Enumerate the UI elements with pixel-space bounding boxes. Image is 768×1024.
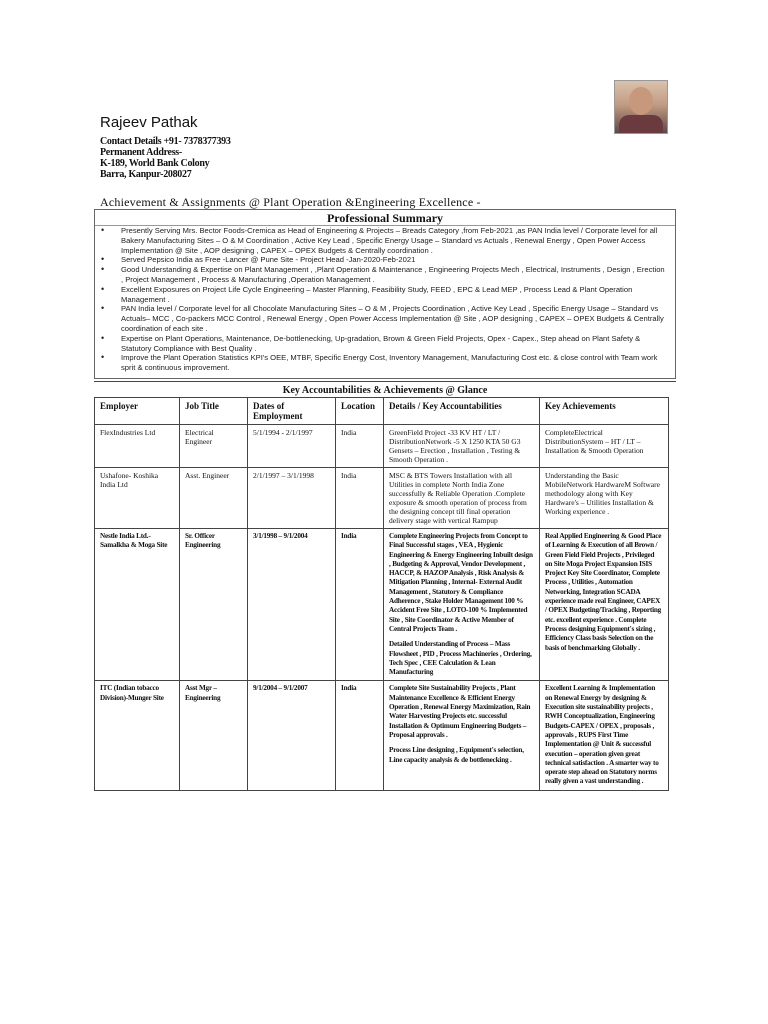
address-line-2: Barra, Kanpur-208027: [100, 169, 192, 180]
dates-cell: 3/1/1998 – 9/1/2004: [248, 529, 336, 681]
employer-cell: Nestle India Ltd.- Samalkha & Moga Site: [95, 529, 180, 681]
achievements-title: Achievement & Assignments @ Plant Operation &Engineering Excellence -: [100, 195, 481, 209]
col-dates: Dates of Employment: [248, 398, 336, 425]
details-paragraph: Process Line designing , Equipment's selection, Line capacity analysis & de bottlenecking .: [389, 746, 524, 764]
location-cell: India: [336, 425, 384, 468]
table-header-row: [95, 398, 669, 425]
dates-cell: 9/1/2004 – 9/1/2007: [248, 681, 336, 790]
location-cell: India: [336, 681, 384, 790]
summary-item: • PAN India level / Corporate level for all Chocolate Manufacturing Sites – O & M , Projects Coordination , Active Key Lead , Specific Energy Usage – Standard vs Actuals– MCC , Co-packers MCC Control , Renewal Energy , Open Power Access Implementation @ Site , AOP designing , CAPEX – OPEX Budgets & Centrally coordination of each site .: [121, 304, 667, 333]
details-cell: [384, 529, 540, 681]
key-accountabilities-title: Key Accountabilities & Achievements @ Glance: [282, 385, 488, 396]
achievements-paragraph: Real Applied Engineering & Good Place of Learning & Execution of all Brown / Green Field Field Projects , Privileged on Site Moga Project Expansion ISIS Project Key Site Coordinator, Complete Process , Utilities , Automation Networking, Integration SCADA experience made real Engineer, CAPEX / OPEX Budgeting/Tracking , Reporting etc. excellent experience . Complete Process designing Equipment's sizing , Efficiency Class basis Selection on the basis of benchmarking Globally .: [545, 532, 662, 652]
col-location: Location: [336, 398, 384, 425]
location-cell: India: [336, 468, 384, 529]
table-row: [95, 425, 669, 468]
details-paragraph: Complete Site Sustainability Projects , Plant Maintenance Excellence & Efficient Energy Operation , Renewal Energy Maximization, Rain Water Harvesting Projects etc. successful Installation & Optimum Engineering Budgets – Proposal approvals .: [389, 684, 531, 739]
address-line-1: K-189, World Bank Colony: [100, 158, 210, 169]
details-paragraph: MSC & BTS Towers Installation with all Utilities in complete North India Zone successfully & Reliable Operation .Complete exposure & smooth operation of process from the designing concept till final operation delivery stage with vertical Rampup: [389, 471, 527, 525]
col-details: Details / Key Accountabilities: [384, 398, 540, 425]
achievements-cell: [540, 681, 669, 790]
professional-summary: [94, 209, 676, 379]
location-cell: India: [336, 529, 384, 681]
address-label: Permanent Address-: [100, 147, 182, 158]
contact-block: [100, 136, 231, 180]
achievements-cell: [540, 425, 669, 468]
dates-cell: 5/1/1994 - 2/1/1997: [248, 425, 336, 468]
employer-cell: FlexIndustries Ltd: [95, 425, 180, 468]
details-paragraph: Detailed Understanding of Process – Mass Flowsheet , PID , Process Machineries , Ordering, Tech Spec , CEE Calculation & Lean Manufacturing: [389, 640, 532, 677]
profile-photo: [614, 80, 668, 134]
details-cell: [384, 681, 540, 790]
photo-head: [629, 87, 653, 115]
summary-item: • Presently Serving Mrs. Bector Foods-Cremica as Head of Engineering & Projects – Breads Category ,from Feb-2021 ,as PAN India level / Corporate level for all Bakery Manufacturing Sites – O & M Coordination , Active Key Lead , Specific Energy Usage – Standard vs Actuals , Renewal Energy , Open Power Access Implementation @ Site , AOP designing , CAPEX – OPEX Budgets & Centrally coordination .: [121, 226, 667, 255]
details-paragraph: Complete Engineering Projects from Concept to Final Successful stages , VEA , Hygienic Engineering & Energy Engineering Inbuilt design , Budgeting & Approval, Vendor Development , HACCP, & HAZOP Analysis , Risk Analysis & Mitigation Planning , Internal- External Audit Management , Statutory & Compliance Adherence , Stake Holder Management 100 % Accident Free Site , LOTO-100 % Implemented Site , Site Coordinator & Active Member of Central Projects Team .: [389, 532, 533, 633]
achievements-paragraph: Understanding the Basic MobileNetwork HardwareM Software methodology along with Key Hardware's – Utilities Installation & Working experience .: [545, 471, 660, 516]
table-row: [95, 468, 669, 529]
contact-phone: Contact Details +91- 7378377393: [100, 136, 231, 147]
details-cell: [384, 425, 540, 468]
job-title-cell: Asst. Engineer: [180, 468, 248, 529]
achievements-paragraph: CompleteElectrical DistributionSystem – HT / LT – Installation & Smooth Operation: [545, 428, 644, 455]
employer-cell: ITC (Indian tobacco Division)-Munger Site: [95, 681, 180, 790]
summary-item: • Improve the Plant Operation Statistics KPI's OEE, MTBF, Specific Energy Cost, Inventory Management, Manufacturing Cost etc. & close control with Team work sprit & continuous improvement.: [121, 353, 667, 373]
table-row: [95, 681, 669, 790]
dates-cell: 2/1/1997 – 3/1/1998: [248, 468, 336, 529]
summary-item: • Excellent Exposures on Project Life Cycle Engineering – Master Planning, Feasibility Study, FEED , EPC & Lead MEP , Process Lead & Plant Operation Management .: [121, 285, 667, 305]
job-title-cell: Asst Mgr – Engineering: [180, 681, 248, 790]
summary-item: • Expertise on Plant Operations, Maintenance, De-bottlenecking, Up-gradation, Brown & Green Field Projects, Opex - Capex., Step ahead on Plant Safety & Statutory Compliance with Best Quality .: [121, 334, 667, 354]
photo-shirt: [619, 115, 663, 134]
col-job-title: Job Title: [180, 398, 248, 425]
job-title-cell: Sr. Officer Engineering: [180, 529, 248, 681]
summary-item: • Good Understanding & Expertise on Plant Management , ,Plant Operation & Maintenance , Engineering Projects Mech , Electrical, Instruments , Design , Erection , Project Management , Process & Manufacturing ,Operation Management .: [121, 265, 667, 285]
achievements-cell: [540, 529, 669, 681]
job-title-cell: Electrical Engineer: [180, 425, 248, 468]
col-achievements: Key Achievements: [540, 398, 669, 425]
details-cell: [384, 468, 540, 529]
summary-title: Professional Summary: [95, 210, 675, 226]
employer-cell: Ushafone- Koshika India Ltd: [95, 468, 180, 529]
table-row: [95, 529, 669, 681]
achievements-cell: [540, 468, 669, 529]
summary-list: [95, 226, 675, 373]
achievements-paragraph: Excellent Learning & Implementation on Renewal Energy by designing & Execution site sustainability projects , RWH Conceptualization, Engineering Budgets-CAPEX / OPEX , proposals , approvals , RUPS First Time Implementation @ Unit & successful execution – operation given great technical satisfaction . A smarter way to operate step ahead on Statutory norms really given a vast understanding .: [545, 684, 659, 786]
details-paragraph: GreenField Project -33 KV HT / LT / DistributionNetwork -5 X 1250 KTA 50 G3 Gensets – Erection , Installation , Testing & Smooth Operation .: [389, 428, 521, 464]
summary-item: • Served Pepsico India as Free -Lancer @ Pune Site - Project Head -Jan-2020-Feb-2021: [121, 255, 667, 265]
section-divider: [94, 381, 676, 382]
candidate-name: Rajeev Pathak: [100, 114, 198, 131]
employment-table: [94, 397, 669, 791]
col-employer: Employer: [95, 398, 180, 425]
